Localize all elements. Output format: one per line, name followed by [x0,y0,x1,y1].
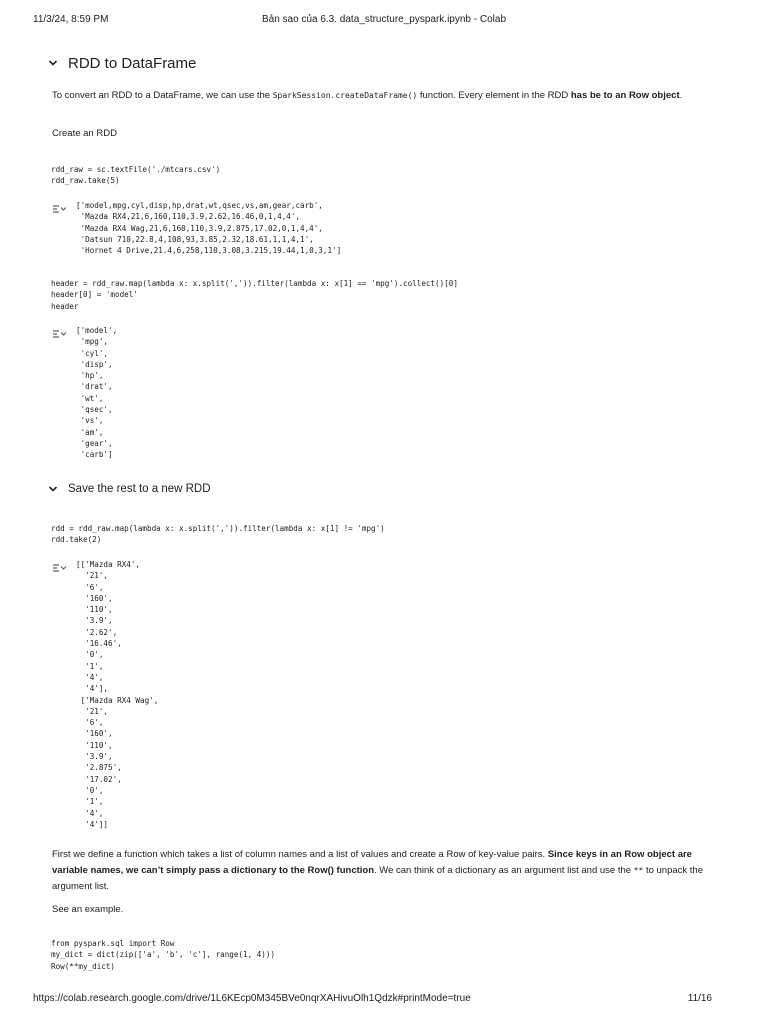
inline-code: SparkSession.createDataFrame() [272,91,418,100]
output-text: [['Mazda RX4', '21', '6', '160', '110', '3.9', '2.62', '16.46', '0', '1', '4', '4'], ['Mazda RX4 Wag', '21', '6', '160', '110', '3.9', '2.875', '17.02', '0', '1', '4', '4']] [76,560,159,829]
section-header-rdd-to-dataframe[interactable] [46,53,196,73]
code-cell[interactable]: header = rdd_raw.map(lambda x: x.split(',')).filter(lambda x: x[1] == 'mpg').collect()[0] header[0] = 'model' header [51,279,458,311]
output-text: ['model,mpg,cyl,disp,hp,drat,wt,qsec,vs,am,gear,carb', 'Mazda RX4,21,6,160,110,3.9,2.62,16.46,0,1,4,4', 'Mazda RX4 Wag,21,6,160,110,3.9,2.875,17.02,0,1,4,4', 'Datsun 710,22.8,4,108,93,3.85,2.32,18.61,1,1,4,1', 'Hornet 4 Drive,21.4,6,258,110,3.08,3.215,19.44,1,0,3,1'] [76,201,342,256]
bold-text: has be to an Row object [570,90,680,101]
markdown-paragraph [52,88,712,104]
paragraph-text: to unpack the argument list. [52,865,703,892]
markdown-paragraph: Create an RDD [52,128,117,139]
inline-code: ** [633,866,644,875]
print-datetime: 11/3/24, 8:59 PM [33,14,109,25]
paragraph-text: . [679,90,683,101]
code-cell[interactable]: rdd = rdd_raw.map(lambda x: x.split(',')).filter(lambda x: x[1] != 'mpg') rdd.take(2) [51,524,385,545]
markdown-paragraph [52,847,712,895]
print-title: Bản sao của 6.3. data_structure_pyspark.ipynb - Colab [261,14,507,25]
chevron-down-icon[interactable] [46,482,60,496]
output-toggle-icon[interactable] [52,201,68,211]
paragraph-text: . We can think of a dictionary as an argument list and use the [374,865,634,876]
paragraph-text: To convert an RDD to a DataFrame, we can use the [52,90,273,101]
output-toggle-icon[interactable] [52,326,68,336]
bold-text: Since keys in an Row object are variable names, we can’t simply pass a dictionary to the Row() function [52,849,692,876]
output-text: ['model', 'mpg', 'cyl', 'disp', 'hp', 'drat', 'wt', 'qsec', 'vs', 'am', 'gear', 'carb'] [76,326,118,460]
print-footer [0,993,768,1009]
output-toggle-icon[interactable] [52,560,68,570]
section-title: Save the rest to a new RDD [68,483,211,495]
paragraph-text: function. Every element in the RDD [417,90,571,101]
print-header [0,14,768,30]
chevron-down-icon[interactable] [46,56,60,70]
code-cell[interactable]: from pyspark.sql import Row my_dict = dict(zip(['a', 'b', 'c'], range(1, 4))) Row(**my_dict) [51,939,276,971]
markdown-paragraph: See an example. [52,904,124,915]
section-header-save-rest[interactable] [46,479,211,499]
paragraph-text: First we define a function which takes a list of column names and a list of values and create a Row of key-value pairs. [52,849,548,860]
section-title: RDD to DataFrame [68,54,197,72]
code-cell[interactable]: rdd_raw = sc.textFile('./mtcars.csv') rdd_raw.take(5) [51,165,221,186]
print-url: https://colab.research.google.com/drive/1L6KEcp0M345BVe0nqrXAHivuOlh1Qdzk#printMode=true [33,993,471,1004]
page-number: 11/16 [687,993,712,1004]
